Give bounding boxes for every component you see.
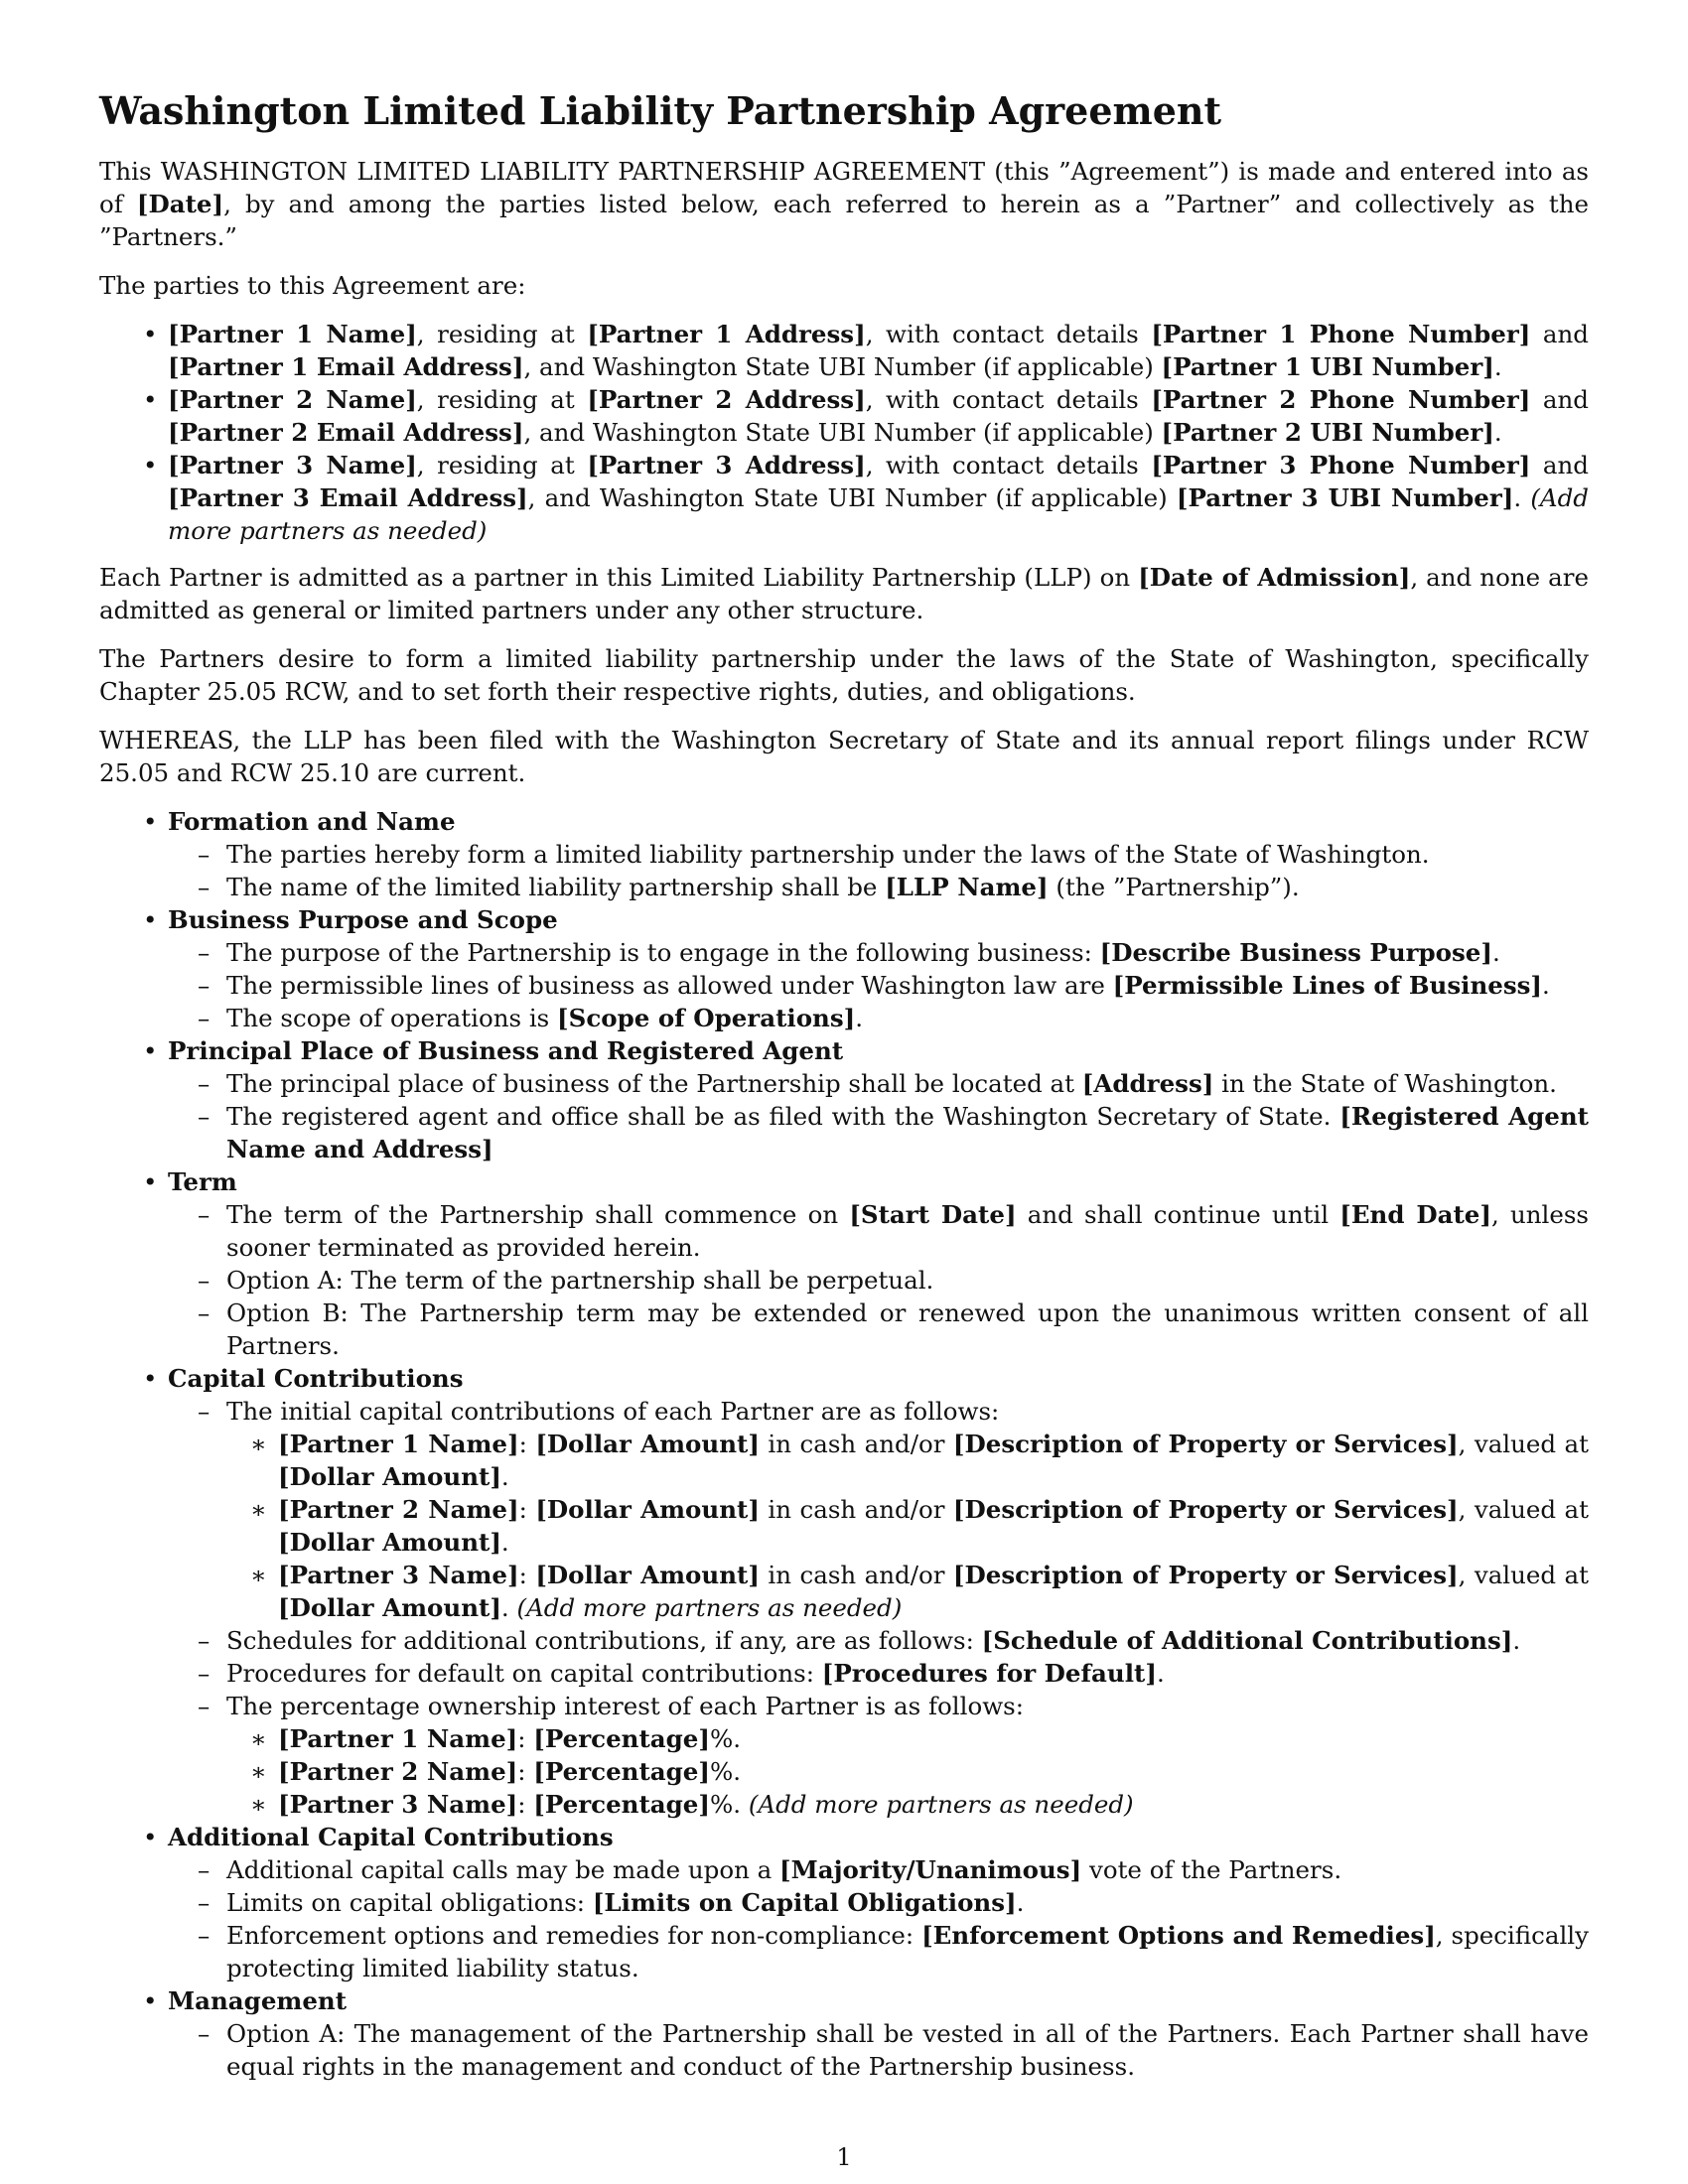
document-title: Washington Limited Liability Partnership Agreement	[99, 88, 1222, 133]
list-item: – The name of the limited liability partnership shall be [LLP Name] (the ”Partnership”).	[168, 871, 1589, 903]
sections-list	[99, 805, 1589, 2083]
section-capital	[99, 1362, 1589, 1821]
list-item: – The initial capital contributions of each Partner are as follows: ∗ [Partner 1 Name]: [Dollar Amount] in cash and/or [Description of Property or Services], valued at [Dollar Amount]. ∗ [Partner 2 Name]: [Dollar Amount] in cash and/or [Description of Property or Services], valued at [Dollar Amount]. ∗ [Partner 3 Name]: [Dollar Amount] in cash and/or [Description of Property or Services], valued at [Dollar Amount]. (Add more partners as needed)	[168, 1395, 1589, 1624]
list-item: – The percentage ownership interest of each Partner is as follows: ∗ [Partner 1 Name]: [Percentage]%. ∗ [Partner 2 Name]: [Percentage]%. ∗ [Partner 3 Name]: [Percentage]%. (Add more partners as needed)	[168, 1690, 1589, 1821]
list-item: – Schedules for additional contributions, if any, are as follows: [Schedule of Additional Contributions].	[168, 1624, 1589, 1657]
whereas-paragraph: WHEREAS, the LLP has been filed with the Washington Secretary of State and its annual report filings under RCW 25.05 and RCW 25.10 are current.	[99, 726, 1589, 787]
section-heading: Principal Place of Business and Registered Agent	[168, 1036, 844, 1065]
ownership-item: ∗ [Partner 3 Name]: [Percentage]%. (Add more partners as needed)	[226, 1788, 1589, 1821]
section-term	[99, 1165, 1589, 1362]
contribution-item: ∗ [Partner 2 Name]: [Dollar Amount] in cash and/or [Description of Property or Services], valued at [Dollar Amount].	[226, 1493, 1589, 1559]
document-page	[99, 87, 1589, 2097]
partner-item: • [Partner 2 Name], residing at [Partner 2 Address], with contact details [Partner 2 Phone Number] and [Partner 2 Email Address], and Washington State UBI Number (if applicable) [Partner 2 UBI Number].	[99, 383, 1589, 449]
list-item: – Option A: The term of the partnership shall be perpetual.	[168, 1264, 1589, 1297]
section-purpose	[99, 903, 1589, 1034]
partner-item: • [Partner 3 Name], residing at [Partner 3 Address], with contact details [Partner 3 Phone Number] and [Partner 3 Email Address], and Washington State UBI Number (if applicable) [Partner 3 UBI Number]. (Add more partners as needed)	[99, 449, 1589, 547]
contribution-item: ∗ [Partner 3 Name]: [Dollar Amount] in cash and/or [Description of Property or Services], valued at [Dollar Amount]. (Add more partners as needed)	[226, 1559, 1589, 1624]
section-heading: Formation and Name	[168, 807, 456, 836]
section-additional-capital	[99, 1821, 1589, 1984]
list-item: – The permissible lines of business as allowed under Washington law are [Permissible Lines of Business].	[168, 969, 1589, 1002]
ownership-item: ∗ [Partner 2 Name]: [Percentage]%.	[226, 1755, 1589, 1788]
partner-item: • [Partner 1 Name], residing at [Partner 1 Address], with contact details [Partner 1 Phone Number] and [Partner 1 Email Address], and Washington State UBI Number (if applicable) [Partner 1 UBI Number].	[99, 318, 1589, 383]
parties-intro: The parties to this Agreement are:	[99, 271, 526, 300]
page-number: 1	[836, 2143, 852, 2171]
purpose-paragraph: The Partners desire to form a limited liability partnership under the laws of the State of Washington, specifically Chapter 25.05 RCW, and to set forth their respective rights, duties, and obligations.	[99, 644, 1589, 706]
list-item: – The registered agent and office shall be as filed with the Washington Secretary of State. [Registered Agent Name and Address]	[168, 1100, 1589, 1165]
list-item: – Procedures for default on capital contributions: [Procedures for Default].	[168, 1657, 1589, 1690]
partner-list	[99, 318, 1589, 547]
admission-paragraph: Each Partner is admitted as a partner in this Limited Liability Partnership (LLP) on [Date of Admission], and none are admitted as general or limited partners under any other structure.	[99, 563, 1589, 624]
list-item: – The term of the Partnership shall commence on [Start Date] and shall continue until [End Date], unless sooner terminated as provided herein.	[168, 1198, 1589, 1264]
list-item: – The principal place of business of the Partnership shall be located at [Address] in the State of Washington.	[168, 1067, 1589, 1100]
list-item: – The parties hereby form a limited liability partnership under the laws of the State of Washington.	[168, 838, 1589, 871]
intro-paragraph: This WASHINGTON LIMITED LIABILITY PARTNERSHIP AGREEMENT (this ”Agreement”) is made and entered into as of [Date], by and among the parties listed below, each referred to herein as a ”Partner” and collectively as the ”Partners.”	[99, 157, 1589, 251]
section-management	[99, 1984, 1589, 2083]
section-heading: Term	[168, 1167, 237, 1196]
section-heading: Management	[168, 1986, 348, 2015]
ownership-item: ∗ [Partner 1 Name]: [Percentage]%.	[226, 1722, 1589, 1755]
list-item: – Additional capital calls may be made upon a [Majority/Unanimous] vote of the Partners.	[168, 1853, 1589, 1886]
section-heading: Business Purpose and Scope	[168, 905, 558, 934]
date-placeholder: [Date]	[136, 190, 224, 218]
section-heading: Capital Contributions	[168, 1364, 464, 1393]
list-item: – Enforcement options and remedies for non-compliance: [Enforcement Options and Remedies], specifically protecting limited liability status.	[168, 1919, 1589, 1984]
list-item: – Option A: The management of the Partnership shall be vested in all of the Partners. Each Partner shall have equal rights in the management and conduct of the Partnership business.	[168, 2017, 1589, 2083]
add-more-note: (Add more partners as needed)	[168, 483, 1589, 545]
section-formation	[99, 805, 1589, 903]
list-item: – Limits on capital obligations: [Limits on Capital Obligations].	[168, 1886, 1589, 1919]
contribution-item: ∗ [Partner 1 Name]: [Dollar Amount] in cash and/or [Description of Property or Services], valued at [Dollar Amount].	[226, 1428, 1589, 1493]
list-item: – The purpose of the Partnership is to engage in the following business: [Describe Business Purpose].	[168, 936, 1589, 969]
list-item: – The scope of operations is [Scope of Operations].	[168, 1002, 1589, 1034]
list-item: – Option B: The Partnership term may be extended or renewed upon the unanimous written consent of all Partners.	[168, 1297, 1589, 1362]
section-heading: Additional Capital Contributions	[168, 1823, 614, 1851]
section-place	[99, 1034, 1589, 1165]
